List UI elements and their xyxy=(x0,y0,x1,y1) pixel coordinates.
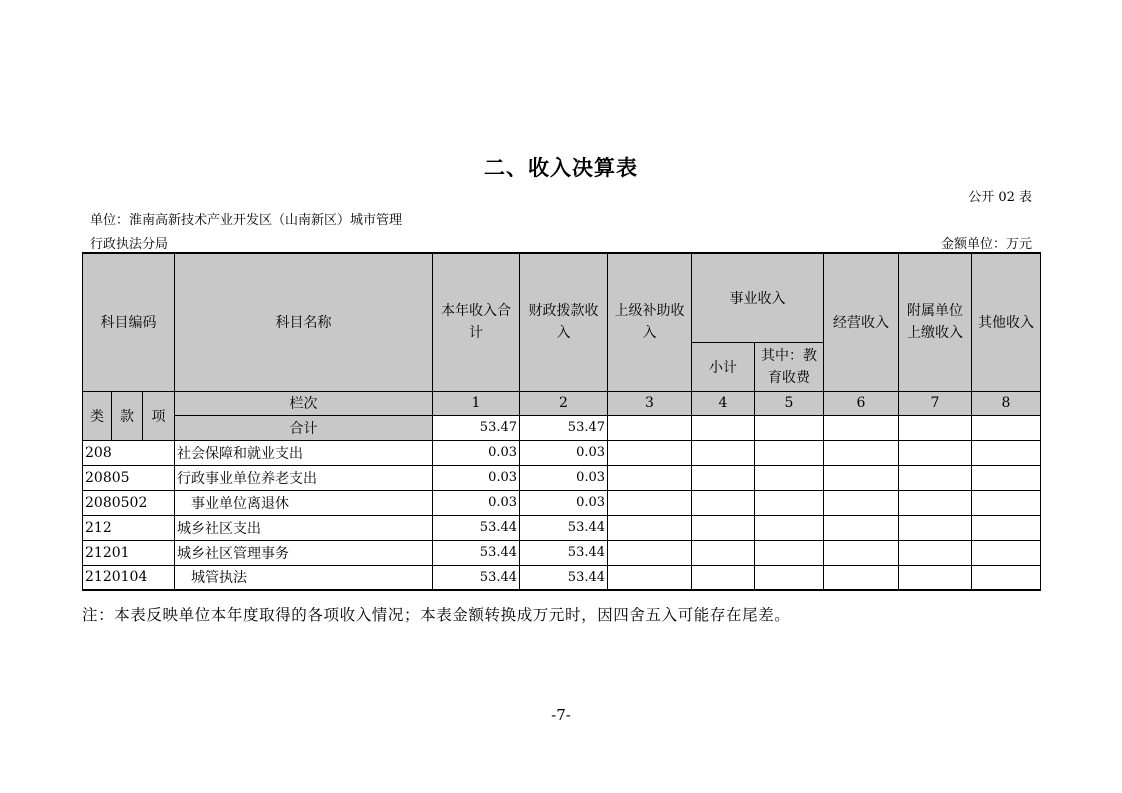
total-fiscal-value: 53.47 xyxy=(520,415,608,440)
col-num: 3 xyxy=(608,391,692,415)
col-num: 7 xyxy=(899,391,972,415)
row-code: 20805 xyxy=(83,465,175,490)
col-num: 6 xyxy=(824,391,899,415)
col-num: 4 xyxy=(692,391,755,415)
row-total: 0.03 xyxy=(433,490,520,515)
col-num: 1 xyxy=(433,391,520,415)
unit-name-line2: 行政执法分局 xyxy=(90,237,169,252)
row-name: 社会保障和就业支出 xyxy=(175,440,433,465)
row-code: 21201 xyxy=(83,540,175,565)
row-fiscal: 53.44 xyxy=(520,540,608,565)
unit-name-line1: 单位：淮南高新技术产业开发区（山南新区）城市管理 xyxy=(90,213,403,228)
table-row xyxy=(83,515,1041,540)
total-income-value: 53.47 xyxy=(433,415,520,440)
col-num: 5 xyxy=(755,391,824,415)
money-unit: 金额单位：万元 xyxy=(940,237,1032,252)
header-career-edu: 其中：教育收费 xyxy=(755,342,824,391)
row-name: 城乡社区管理事务 xyxy=(175,540,433,565)
header-affiliated: 附属单位上缴收入 xyxy=(899,253,972,391)
header-fiscal: 财政拨款收入 xyxy=(520,253,608,391)
income-table xyxy=(82,252,1041,591)
footnote: 注：本表反映单位本年度取得的各项收入情况；本表金额转换成万元时，因四舍五入可能存在尾差。 xyxy=(82,606,791,624)
row-total: 0.03 xyxy=(433,440,520,465)
header-career-income: 事业收入 xyxy=(692,253,824,342)
header-business-income: 经营收入 xyxy=(824,253,899,391)
row-total: 53.44 xyxy=(433,515,520,540)
page-title: 二、收入决算表 xyxy=(484,155,638,180)
row-fiscal: 53.44 xyxy=(520,515,608,540)
row-name: 事业单位离退休 xyxy=(175,490,433,515)
header-career-subtotal: 小计 xyxy=(692,342,755,391)
page-number: -7- xyxy=(551,706,571,724)
row-total: 53.44 xyxy=(433,540,520,565)
row-fiscal: 0.03 xyxy=(520,440,608,465)
total-label: 合计 xyxy=(175,415,433,440)
row-total: 0.03 xyxy=(433,465,520,490)
table-row xyxy=(83,440,1041,465)
row-code: 2120104 xyxy=(83,565,175,590)
header-xiang: 项 xyxy=(143,391,175,440)
header-other-income: 其他收入 xyxy=(972,253,1041,391)
header-lanci: 栏次 xyxy=(175,391,433,415)
row-name: 城管执法 xyxy=(175,565,433,590)
row-code: 212 xyxy=(83,515,175,540)
row-total: 53.44 xyxy=(433,565,520,590)
table-row xyxy=(83,490,1041,515)
header-superior-subsidy: 上级补助收入 xyxy=(608,253,692,391)
row-code: 208 xyxy=(83,440,175,465)
header-lei: 类 xyxy=(83,391,112,440)
table-row xyxy=(83,540,1041,565)
row-name: 行政事业单位养老支出 xyxy=(175,465,433,490)
row-name: 城乡社区支出 xyxy=(175,515,433,540)
row-fiscal: 0.03 xyxy=(520,490,608,515)
row-fiscal: 53.44 xyxy=(520,565,608,590)
row-fiscal: 0.03 xyxy=(520,465,608,490)
header-subject-code: 科目编码 xyxy=(83,253,175,391)
header-total-income: 本年收入合计 xyxy=(433,253,520,391)
row-code: 2080502 xyxy=(83,490,175,515)
form-number: 公开 02 表 xyxy=(968,190,1032,205)
table-row xyxy=(83,465,1041,490)
col-num: 2 xyxy=(520,391,608,415)
header-kuan: 款 xyxy=(112,391,143,440)
header-subject-name: 科目名称 xyxy=(175,253,433,391)
table-row xyxy=(83,565,1041,590)
col-num: 8 xyxy=(972,391,1041,415)
